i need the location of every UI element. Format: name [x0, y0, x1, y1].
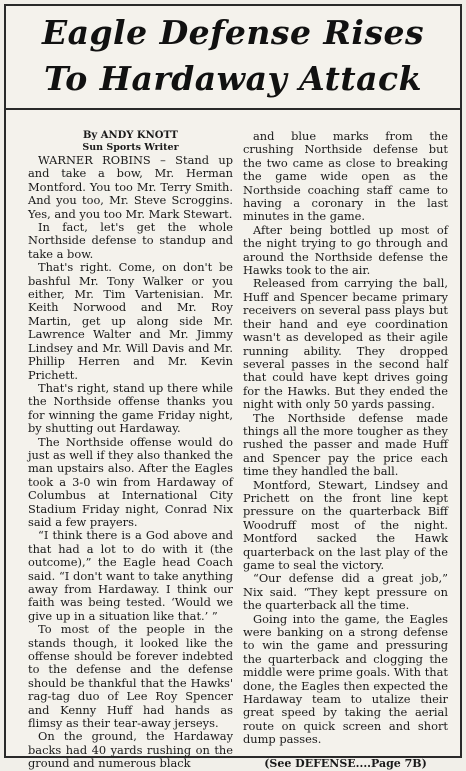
- headline: [6, 10, 460, 102]
- column-2: [243, 130, 448, 771]
- column-1: [28, 130, 233, 771]
- headline-rule: [6, 108, 460, 110]
- paragraph: Montford, Stewart, Lindsey and Prichett on the front line kept pressure on the quarterback Biff Woodruff most of the night. Montford sacked the Hawk quarterback on the last play of the game to seal the victory.: [243, 477, 448, 572]
- paragraph: The Northside defense made things all the more tougher as they rushed the passer and made Huff and Spencer pay the price each time they handled the ball.: [243, 410, 448, 479]
- newspaper-clipping: [4, 4, 462, 771]
- headline-line-1: Eagle Defense Rises: [41, 13, 425, 52]
- paragraph: and blue marks from the crushing Northside defense but the two came as close to breaking the game wide open as the Northside coaching staff came to having a coronary in the last minutes in the game.: [243, 129, 448, 224]
- paragraph: That's right, stand up there while the Northside offense thanks you for winning the game Friday night, by shutting out Hardaway.: [28, 380, 233, 436]
- paragraph: To most of the people in the stands though, it looked like the offense should be forever indebted to the defense and the defense should be thankful that the Hawks' rag-tag duo of Lee Roy Spencer and Kenny Huff had hands as flimsy as their tear-away jerseys.: [28, 622, 233, 731]
- paragraph: In fact, let's get the whole Northside defense to standup and take a bow.: [28, 220, 233, 261]
- paragraph: The Northside offense would do just as well if they also thanked the man upstairs also. After the Eagles took a 3-0 win from Hardaway of Columbus at International City Stadium Friday night, Conrad Nix said a few prayers.: [28, 434, 233, 529]
- continuation-note: (See DEFENSE....Page 7B): [264, 756, 427, 770]
- paragraph: Released from carrying the ball, Huff and Spencer became primary receivers on several pass plays but their hand and eye coordination wasn't as developed as their agile running ability. They dropped several passes in the second half that could have kept drives going for the Hawks. But they ended the night with only 50 yards passing.: [243, 276, 448, 412]
- headline-line-2: To Hardaway Attack: [44, 59, 422, 98]
- paragraph: On the ground, the Hardaway backs had 40 yards rushing on the ground and numerous black: [28, 729, 233, 771]
- byline-role: Sun Sports Writer: [82, 142, 179, 153]
- paragraph: WARNER ROBINS – Stand up and take a bow, Mr. Herman Montford. You too Mr. Terry Smith. And you too, Mr. Steve Scroggins. Yes, and you too Mr. Mark Stewart.: [28, 153, 233, 221]
- paragraph: Going into the game, the Eagles were banking on a strong defense to win the game and pressuring the quarterback and clogging the middle were prime goals. With that done, the Eagles then expected the Hardaway team to utalize their great speed by taking the aerial route on quick screen and short dump passes.: [243, 611, 448, 747]
- article-body: [28, 130, 448, 771]
- paragraph: “Our defense did a great job,” Nix said. “They kept pressure on the quarterback all the time.: [243, 571, 448, 613]
- byline-author: By ANDY KNOTT: [82, 130, 178, 141]
- paragraph: After being bottled up most of the night trying to go through and around the Northside defense the Hawks took to the air.: [243, 222, 448, 278]
- paragraph: “I think there is a God above and that had a lot to do with it (the outcome),” the Eagle head Coach said. “I don't want to take anything away from Hardaway. I think our faith was being tested. ‘Would we give up in a situation like that.’ ”: [28, 528, 233, 623]
- paragraph: That's right. Come, on don't be bashful Mr. Tony Walker or you either, Mr. Tim Vartenisian. Mr. Keith Norwood and Mr. Roy Martin, get up along side Mr. Lawrence Walter and Mr. Jimmy Lindsey and Mr. Will Davis and Mr. Phillip Herren and Mr. Kevin Prichett.: [28, 260, 233, 382]
